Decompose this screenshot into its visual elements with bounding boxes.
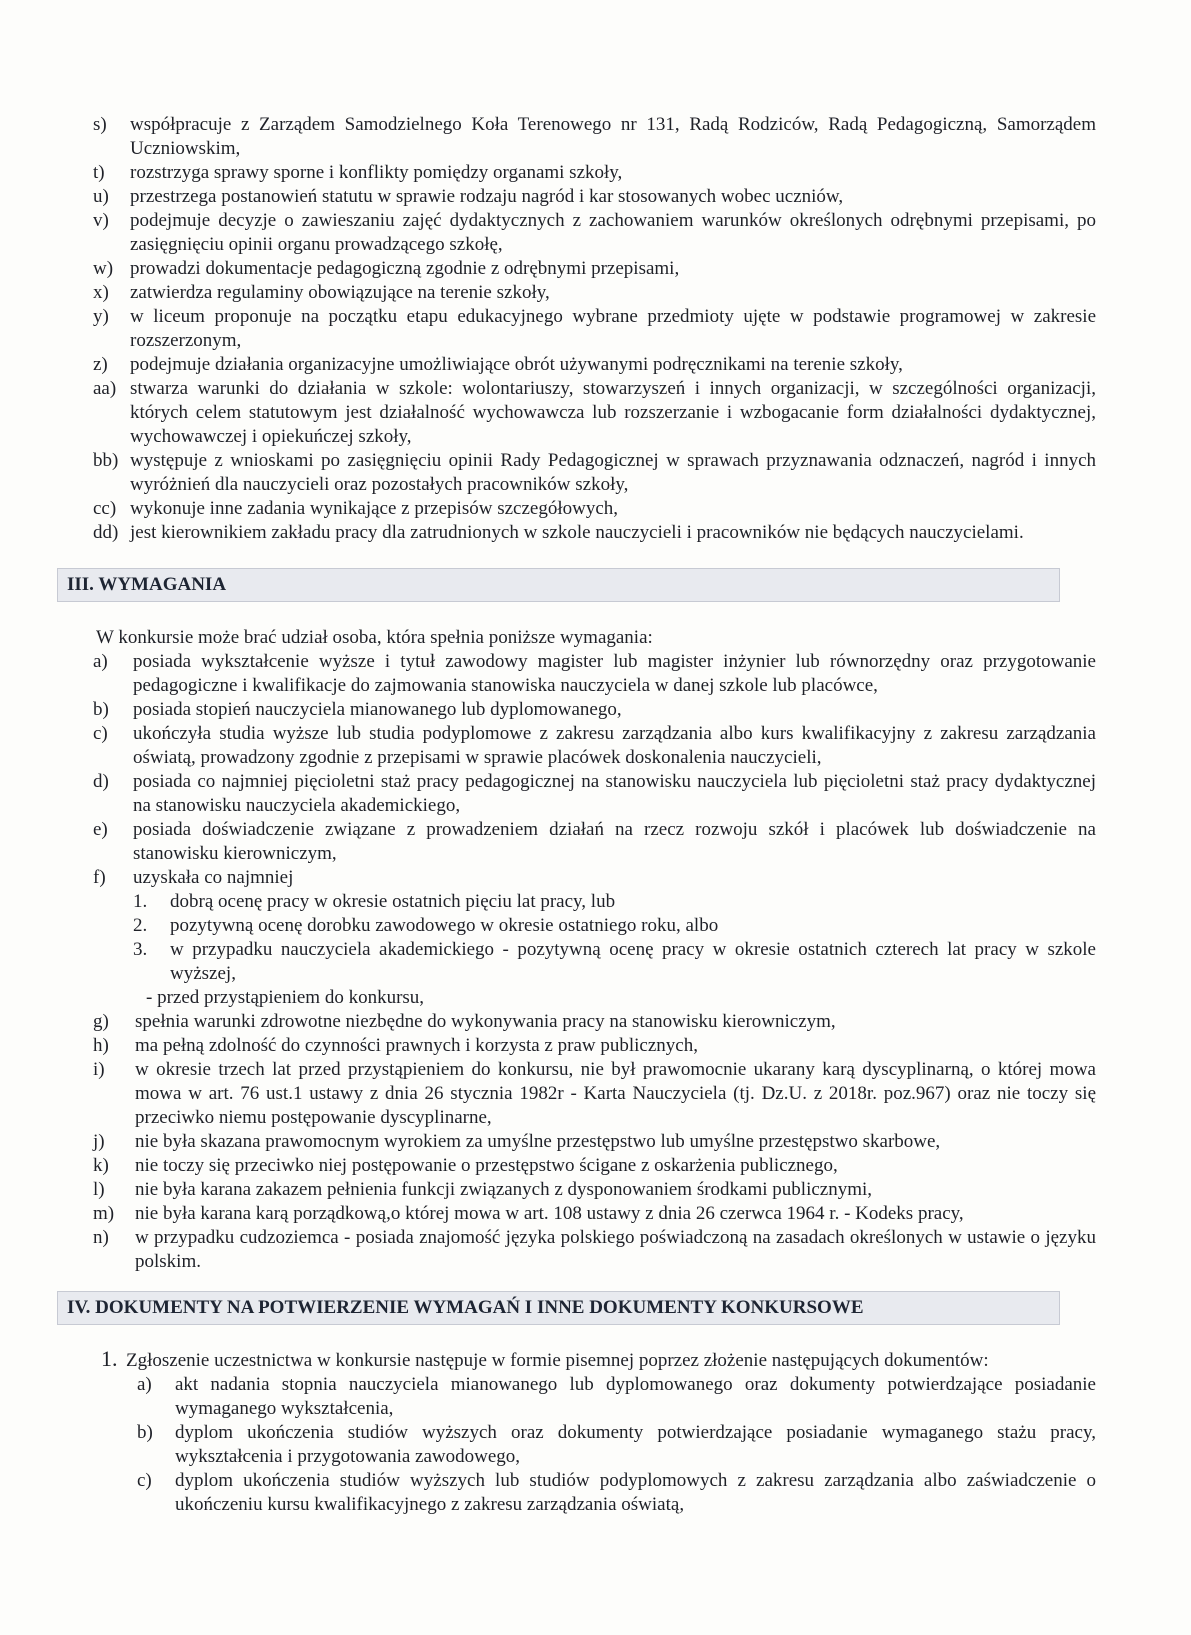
section-header-documents: IV. DOKUMENTY NA POTWIERZENIE WYMAGAŃ I INNE DOKUMENTY KONKURSOWE: [57, 1291, 1060, 1325]
list-item-label: c): [93, 723, 108, 744]
list-item-text: przestrzega postanowień statutu w sprawie rodzaju nagród i kar stosowanych wobec uczniów,: [130, 186, 844, 207]
documents-list: [0, 1373, 1191, 1517]
list-item-label: d): [93, 771, 109, 792]
list-item-label: y): [93, 306, 109, 327]
list-item-text: nie była karana karą porządkową,o której mowa w art. 108 ustawy z dnia 26 czerwca 1964 r. - Kodeks pracy,: [135, 1203, 964, 1224]
list-item-text: wykonuje inne zadania wynikające z przepisów szczegółowych,: [130, 498, 618, 519]
list-item: [0, 698, 1191, 722]
section-header-requirements: III. WYMAGANIA: [57, 568, 1060, 602]
list-item-text: podejmuje działania organizacyjne umożliwiające obrót używanymi podręcznikami na terenie szkoły,: [130, 354, 903, 375]
list-item-text: spełnia warunki zdrowotne niezbędne do wykonywania pracy na stanowisku kierowniczym,: [135, 1011, 836, 1032]
list-item: [0, 281, 1191, 305]
list-item-label: h): [93, 1035, 109, 1056]
list-item: [0, 1178, 1191, 1202]
list-item-label: v): [93, 210, 109, 231]
list-item: [0, 770, 1191, 818]
list-item-text: w okresie trzech lat przed przystąpieniem do konkursu, nie był prawomocnie ukarany karą dyscyplinarną, o której mowa mowa w art. 76 ust.1 ustawy z dnia 26 stycznia 1982r - Karta Nauczyciela (tj. Dz.U. z 2018r. poz.967) oraz nie toczy się przeciwko niemu postępowanie dyscyplinarne,: [135, 1059, 1096, 1128]
list-item-label: m): [93, 1203, 115, 1224]
list-item-label: k): [93, 1155, 109, 1176]
list-item-text: posiada stopień nauczyciela mianowanego lub dyplomowanego,: [133, 699, 622, 720]
list-item: [0, 497, 1191, 521]
list-item: [0, 914, 1191, 938]
list-item-text: nie była karana zakazem pełnienia funkcji związanych z dysponowaniem środkami publicznymi,: [135, 1179, 873, 1200]
point-number: 1.: [101, 1346, 118, 1371]
list-item-label: l): [93, 1179, 105, 1200]
list-item-label: w): [93, 258, 114, 279]
list-item: [0, 209, 1191, 257]
list-item-label: j): [93, 1131, 105, 1152]
list-item: [0, 1226, 1191, 1274]
list-item-label: cc): [93, 498, 117, 519]
list-item-label: bb): [93, 450, 119, 471]
list-item: [0, 1130, 1191, 1154]
list-item: [0, 1373, 1191, 1421]
list-item-text: uzyskała co najmniej: [133, 867, 294, 888]
list-item-label: c): [137, 1470, 152, 1491]
list-item: [0, 1421, 1191, 1469]
list-item-text: w przypadku nauczyciela akademickiego - pozytywną ocenę pracy w okresie ostatnich czterech lat pracy w szkole wyższej,: [170, 939, 1096, 984]
list-item-text: występuje z wnioskami po zasięgnięciu opinii Rady Pedagogicznej w sprawach przyznawania odznaczeń, nagród i innych wyróżnień dla nauczycieli oraz pozostałych pracowników szkoły,: [130, 450, 1096, 495]
list-item: [0, 1202, 1191, 1226]
list-item-label: b): [93, 699, 109, 720]
list-item-text: akt nadania stopnia nauczyciela mianowanego lub dyplomowanego oraz dokumenty potwierdzające posiadanie wymaganego wykształcenia,: [175, 1374, 1096, 1419]
list-item: [0, 890, 1191, 914]
point-text: Zgłoszenie uczestnictwa w konkursie następuje w formie pisemnej poprzez złożenie następujących dokumentów:: [126, 1350, 989, 1371]
list-item: [0, 1034, 1191, 1058]
list-item-label: b): [137, 1422, 153, 1443]
list-item: [0, 938, 1191, 986]
list-item: [0, 650, 1191, 698]
list-item-text: posiada co najmniej pięcioletni staż pracy pedagogicznej na stanowisku nauczyciela lub pięcioletni staż pracy dydaktycznej na stanowisku nauczyciela akademickiego,: [133, 771, 1096, 816]
list-item-text: jest kierownikiem zakładu pracy dla zatrudnionych w szkole nauczycieli i pracowników nie będących nauczycielami.: [130, 522, 1024, 543]
list-item-label: aa): [93, 378, 117, 399]
list-item: [0, 113, 1191, 161]
list-item-text: stwarza warunki do działania w szkole: wolontariuszy, stowarzyszeń i innych organizacji, w szczególności organizacji, których celem statutowym jest działalność wychowawcza lub rozszerzanie i wzbogacanie form działalności dydaktycznej, wychowawczej i opiekuńczej szkoły,: [130, 378, 1096, 447]
list-item-label: x): [93, 282, 109, 303]
list-item-label: a): [137, 1374, 152, 1395]
list-item-text: pozytywną ocenę dorobku zawodowego w okresie ostatniego roku, albo: [170, 915, 719, 936]
list-item-label: a): [93, 651, 108, 672]
list-item: [0, 866, 1191, 890]
list-item-label: 2.: [133, 915, 148, 936]
documents-point-1: [0, 1346, 1191, 1373]
list-item-label: g): [93, 1011, 109, 1032]
list-item: [0, 377, 1191, 449]
list-item: [0, 353, 1191, 377]
list-item: [0, 1010, 1191, 1034]
list-item: [0, 185, 1191, 209]
list-item-text: prowadzi dokumentacje pedagogiczną zgodnie z odrębnymi przepisami,: [130, 258, 680, 279]
list-item-text: nie była skazana prawomocnym wyrokiem za umyślne przestępstwo lub umyślne przestępstwo skarbowe,: [135, 1131, 941, 1152]
list-item-text: dobrą ocenę pracy w okresie ostatnich pięciu lat pracy, lub: [170, 891, 616, 912]
list-item-label: f): [93, 867, 106, 888]
list-item-label: dd): [93, 522, 119, 543]
list-item-text: nie toczy się przeciwko niej postępowanie o przestępstwo ścigane z oskarżenia publicznego,: [135, 1155, 838, 1176]
list-item: [0, 449, 1191, 497]
list-item-text: współpracuje z Zarządem Samodzielnego Koła Terenowego nr 131, Radą Rodziców, Radą Pedagogiczną, Samorządem Uczniowskim,: [130, 114, 1096, 159]
requirements-sub-list: [0, 890, 1191, 986]
list-item-text: w przypadku cudzoziemca - posiada znajomość języka polskiego poświadczoną na zasadach określonych w ustawie o języku polskim.: [135, 1227, 1096, 1272]
list-item-label: 1.: [133, 891, 148, 912]
duties-list: [0, 113, 1191, 545]
list-item-label: s): [93, 114, 107, 135]
list-item-label: u): [93, 186, 109, 207]
list-item-label: n): [93, 1227, 109, 1248]
list-item-label: i): [93, 1059, 105, 1080]
list-item-text: posiada wykształcenie wyższe i tytuł zawodowy magister lub magister inżynier lub równorzędny oraz przygotowanie pedagogiczne i kwalifikacje do zajmowania stanowiska nauczyciela w danej szkole lub placówce,: [133, 651, 1096, 696]
list-item-text: dyplom ukończenia studiów wyższych oraz dokumenty potwierdzające posiadanie wymaganego stażu pracy, wykształcenia i przygotowania zawodowego,: [175, 1422, 1096, 1467]
list-item: [0, 1469, 1191, 1517]
list-item-label: e): [93, 819, 108, 840]
requirements-list: [0, 650, 1191, 890]
list-item: [0, 818, 1191, 866]
list-item-text: ma pełną zdolność do czynności prawnych i korzysta z praw publicznych,: [135, 1035, 698, 1056]
list-item-text: rozstrzyga sprawy sporne i konflikty pomiędzy organami szkoły,: [130, 162, 623, 183]
list-item: [0, 722, 1191, 770]
list-item: [0, 1154, 1191, 1178]
list-item-text: ukończyła studia wyższe lub studia podyplomowe z zakresu zarządzania albo kurs kwalifikacyjny z zakresu zarządzania oświatą, prowadzony zgodnie z przepisami w sprawie placówek doskonalenia nauczycieli,: [133, 723, 1096, 768]
list-item-text: dyplom ukończenia studiów wyższych lub studiów podyplomowych z zakresu zarządzania albo zaświadczenie o ukończeniu kursu kwalifikacyjnego z zakresu zarządzania oświatą,: [175, 1470, 1096, 1515]
list-item: [0, 257, 1191, 281]
list-item-text: posiada doświadczenie związane z prowadzeniem działań na rzecz rozwoju szkół i placówek lub doświadczenie na stanowisku kierowniczym,: [133, 819, 1096, 864]
list-item: [0, 161, 1191, 185]
list-item-text: zatwierdza regulaminy obowiązujące na terenie szkoły,: [130, 282, 550, 303]
requirements-list-continued: [0, 1010, 1191, 1274]
list-item: [0, 1058, 1191, 1130]
list-item-text: podejmuje decyzje o zawieszaniu zajęć dydaktycznych z zachowaniem warunków określonych odrębnymi przepisami, po zasięgnięciu opinii organu prowadzącego szkołę,: [130, 210, 1096, 255]
requirements-sub-note: - przed przystąpieniem do konkursu,: [146, 987, 425, 1008]
list-item: [0, 521, 1191, 545]
list-item: [0, 305, 1191, 353]
list-item-label: t): [93, 162, 105, 183]
list-item-label: 3.: [133, 939, 148, 960]
list-item-label: z): [93, 354, 108, 375]
list-item-text: w liceum proponuje na początku etapu edukacyjnego wybrane przedmioty ujęte w podstawie programowej w zakresie rozszerzonym,: [130, 306, 1096, 351]
requirements-intro: W konkursie może brać udział osoba, która spełnia poniższe wymagania:: [96, 627, 653, 648]
